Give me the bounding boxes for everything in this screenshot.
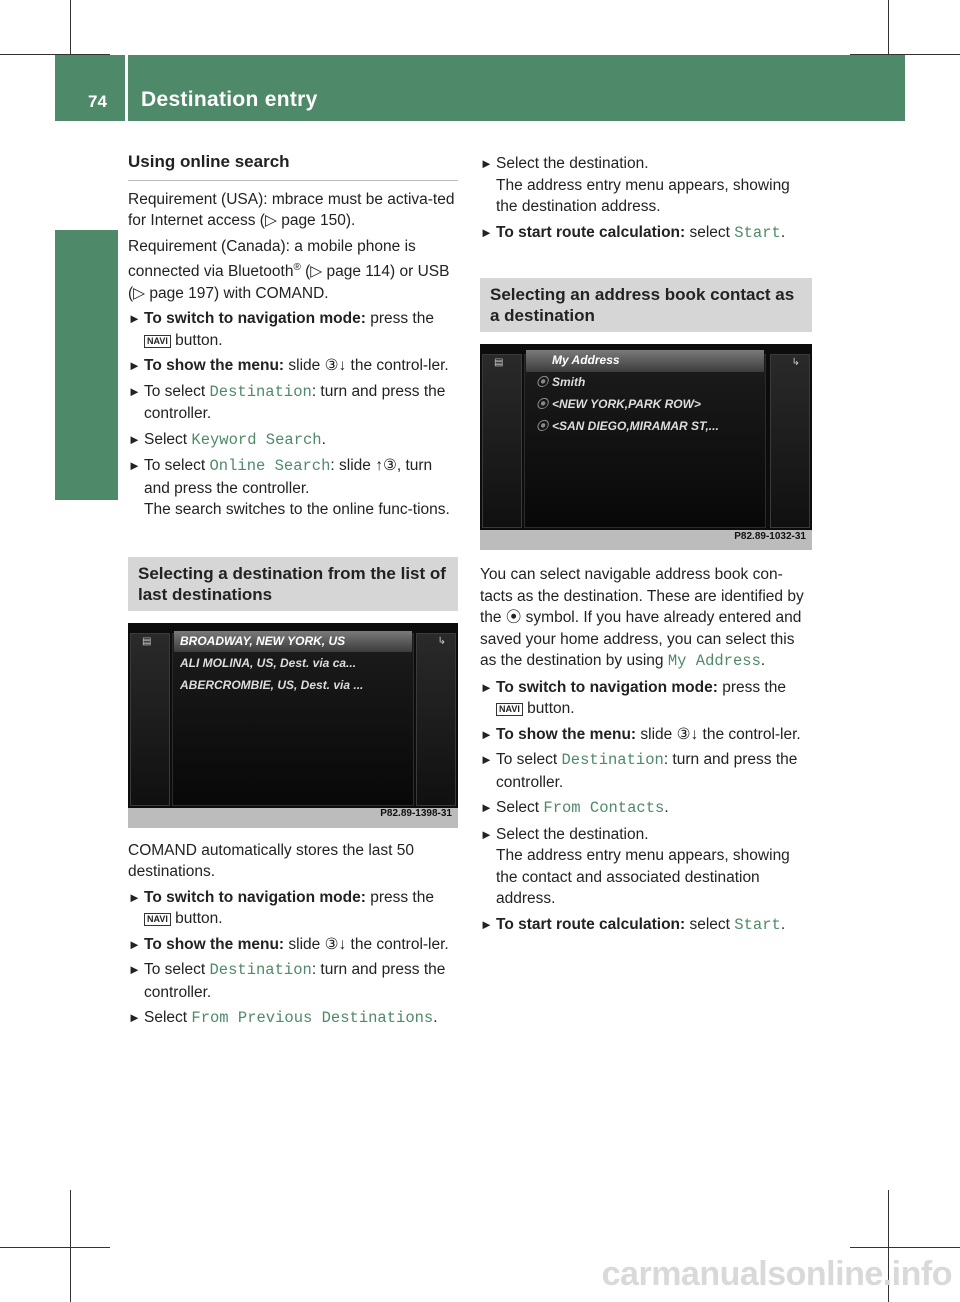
contact-icon: ⦿	[536, 419, 549, 433]
paragraph: You can select navigable address book con-tacts as the destination. These are identified by the ⦿ symbol. If you have already entered and saved your home address, you can select this as the destination by using My Address.	[480, 566, 804, 670]
step: ► To show the menu: slide ③↓ the control-ler.	[128, 357, 449, 375]
step: ► Select Keyword Search.	[128, 430, 326, 449]
step: ► To select Destination: turn and press the controller.	[128, 961, 446, 1001]
requirement-usa: Requirement (USA): mbrace must be activa-ted for Internet access (▷ page 150).	[128, 190, 455, 229]
list-item: <NEW YORK,PARK ROW>	[552, 397, 701, 411]
crop-mark	[70, 1190, 71, 1302]
crop-mark	[0, 1247, 110, 1248]
left-column	[128, 151, 458, 1030]
contact-icon: ⦿	[536, 375, 549, 389]
step: ► Select the destination. The address entry menu appears, showing the destination address.	[480, 155, 790, 215]
list-item: BROADWAY, NEW YORK, US	[174, 631, 412, 653]
step: ► To show the menu: slide ③↓ the control-ler.	[480, 725, 801, 743]
step: ► Select From Contacts.	[480, 799, 669, 817]
contact-icon: ⦿	[536, 397, 549, 411]
navi-button-icon: NAVI	[496, 703, 523, 716]
page-number: 74	[88, 92, 107, 111]
image-code: P82.89-1032-31	[734, 530, 806, 542]
navi-button-icon: NAVI	[144, 335, 171, 348]
image-code: P82.89-1398-31	[380, 808, 452, 820]
step: ► To select Destination: turn and press the controller.	[480, 751, 798, 791]
back-icon: ▤	[494, 357, 504, 368]
side-label: Navigation	[74, 382, 99, 495]
list-item: My Address	[526, 350, 764, 372]
box-heading: Selecting an address book contact as a destination	[480, 278, 812, 332]
right-column	[480, 151, 812, 936]
list-item: ALI MOLINA, US, Dest. via ca...	[180, 655, 357, 670]
list-item: <SAN DIEGO,MIRAMAR ST,...	[552, 419, 719, 433]
step: ► Select the destination. The address entry menu appears, showing the contact and associated destination address.	[480, 825, 790, 907]
navi-button-icon: NAVI	[144, 913, 171, 926]
step: ► To start route calculation: select Start.	[480, 223, 786, 242]
step: ► Select From Previous Destinations.	[128, 1009, 438, 1028]
crop-mark	[850, 1247, 960, 1248]
screen-image	[128, 623, 458, 828]
paragraph: COMAND automatically stores the last 50 destinations.	[128, 841, 414, 881]
back-icon: ▤	[142, 635, 152, 647]
requirement-canada: Requirement (Canada): a mobile phone is connected via Bluetooth® (▷ page 114) or USB (▷ page 197) with COMAND.	[128, 237, 450, 302]
arrow-icon: ↳	[791, 357, 800, 368]
step: ► To select Destination: turn and press the controller.	[128, 382, 446, 423]
step: ► To switch to navigation mode: press the NAVI button.	[128, 310, 434, 349]
watermark: carmanualsonline.info	[601, 1255, 952, 1293]
step: ► To switch to navigation mode: press the NAVI button.	[128, 888, 434, 928]
screen-image	[480, 344, 812, 550]
arrow-icon: ↳	[437, 635, 446, 647]
chapter-title: Destination entry	[141, 88, 318, 111]
step: ► To switch to navigation mode: press the NAVI button.	[480, 678, 786, 717]
list-item: ABERCROMBIE, US, Dest. via ...	[180, 677, 364, 692]
step: ► To select Online Search: slide ↑③, turn and press the controller. The search switches to the online func-tions.	[128, 457, 450, 519]
box-heading: Selecting a destination from the list of last destinations	[128, 557, 458, 611]
section-title: Using online search	[128, 151, 458, 181]
step: ► To start route calculation: select Start.	[480, 915, 786, 934]
step: ► To show the menu: slide ③↓ the control-ler.	[128, 935, 449, 953]
list-item: Smith	[552, 375, 586, 389]
